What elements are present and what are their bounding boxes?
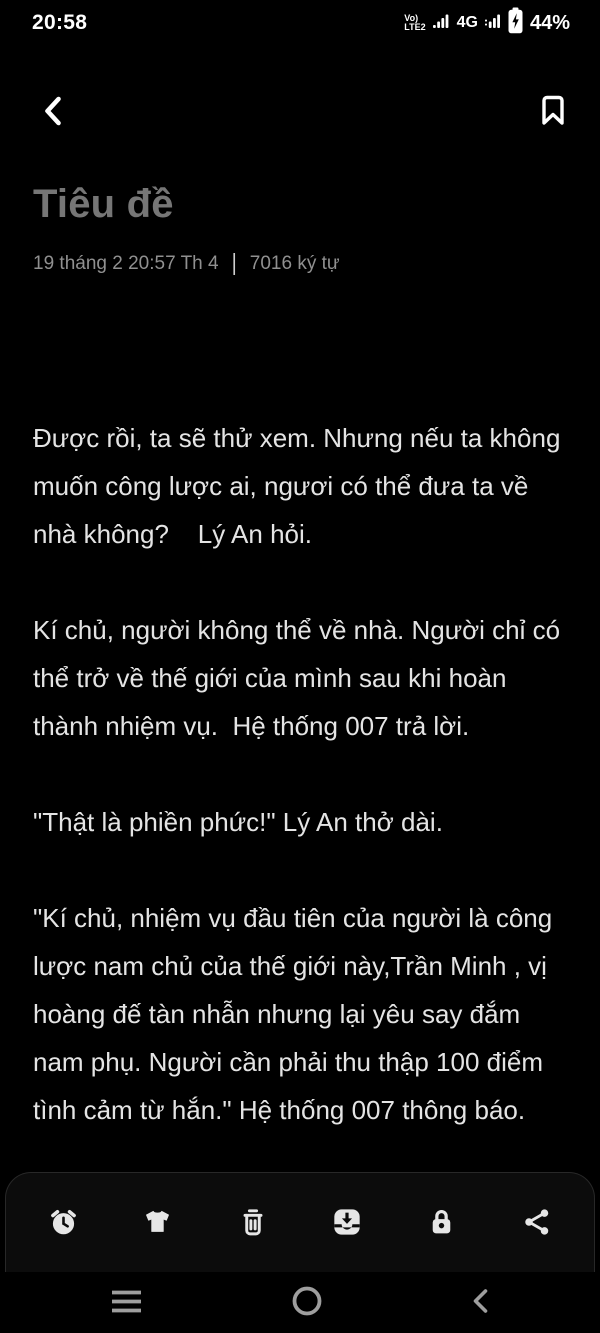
- trash-icon: [237, 1206, 269, 1241]
- lock-button[interactable]: [416, 1197, 468, 1249]
- system-nav-bar: [0, 1272, 600, 1333]
- alarm-clock-icon: [47, 1205, 80, 1241]
- tshirt-icon: [142, 1206, 173, 1240]
- bottom-toolbar: [5, 1172, 595, 1273]
- network-type-label: 4G: [456, 14, 478, 31]
- bookmark-icon: [540, 95, 566, 129]
- battery-percent-label: 44%: [529, 11, 570, 34]
- nav-back-button[interactable]: [470, 1287, 490, 1318]
- note-paragraph[interactable]: "Thật là phiền phức!" Lý An thở dài.: [33, 807, 443, 837]
- signal-bars-icon: [433, 13, 450, 34]
- note-meta: [33, 252, 573, 275]
- recents-menu-icon: [110, 1289, 143, 1317]
- home-circle-icon: [291, 1285, 323, 1320]
- header-bar: [0, 84, 600, 140]
- status-clock: 20:58: [32, 11, 88, 34]
- bookmark-button[interactable]: [536, 91, 570, 133]
- tshirt-theme-button[interactable]: [132, 1197, 184, 1249]
- volte-icon: [404, 14, 425, 32]
- note-paragraph[interactable]: Được rồi, ta sẽ thử xem. Nhưng nếu ta không muốn công lược ai, ngươi có thể đưa ta về nhà không? Lý An hỏi.: [33, 423, 568, 549]
- save-download-button[interactable]: [321, 1197, 373, 1249]
- note-body[interactable]: [33, 414, 573, 1182]
- volte-bottom-label: LTE2: [404, 22, 426, 32]
- home-button[interactable]: [291, 1285, 323, 1320]
- recents-button[interactable]: [110, 1289, 143, 1317]
- note-paragraph[interactable]: Kí chủ, người không thể về nhà. Người chỉ có thể trở về thế giới của mình sau khi hoàn thành nhiệm vụ. Hệ thống 007 trả lời.: [33, 615, 568, 741]
- battery-charging-icon: [508, 7, 523, 39]
- meta-separator: |: [231, 250, 237, 276]
- share-button[interactable]: [511, 1197, 563, 1249]
- note-char-count: 7016 ký tự: [249, 252, 340, 274]
- status-bar: [0, 0, 600, 46]
- nav-back-chevron-icon: [470, 1287, 490, 1318]
- volte-top-label: Vo): [404, 13, 419, 23]
- note-title[interactable]: Tiêu đề: [33, 182, 174, 226]
- status-indicators: [404, 7, 570, 39]
- signal-bars2-icon: [485, 13, 501, 34]
- share-icon: [522, 1207, 552, 1240]
- save-download-icon: [331, 1206, 363, 1241]
- note-paragraph[interactable]: "Kí chủ, nhiệm vụ đầu tiên của người là công lược nam chủ của thế giới này,Trần Minh , vị hoàng đế tàn nhẫn nhưng lại yêu say đắm nam phụ. Người cần phải thu thập 100 điểm tình cảm từ hắn." Hệ thống 007 thông báo.: [33, 903, 560, 1125]
- note-date: 19 tháng 2 20:57 Th 4: [33, 252, 219, 274]
- lock-icon: [426, 1206, 457, 1240]
- back-button[interactable]: [36, 90, 70, 135]
- chevron-left-icon: [40, 94, 66, 131]
- note-header: [33, 182, 573, 275]
- alarm-reminder-button[interactable]: [37, 1197, 89, 1249]
- delete-button[interactable]: [227, 1197, 279, 1249]
